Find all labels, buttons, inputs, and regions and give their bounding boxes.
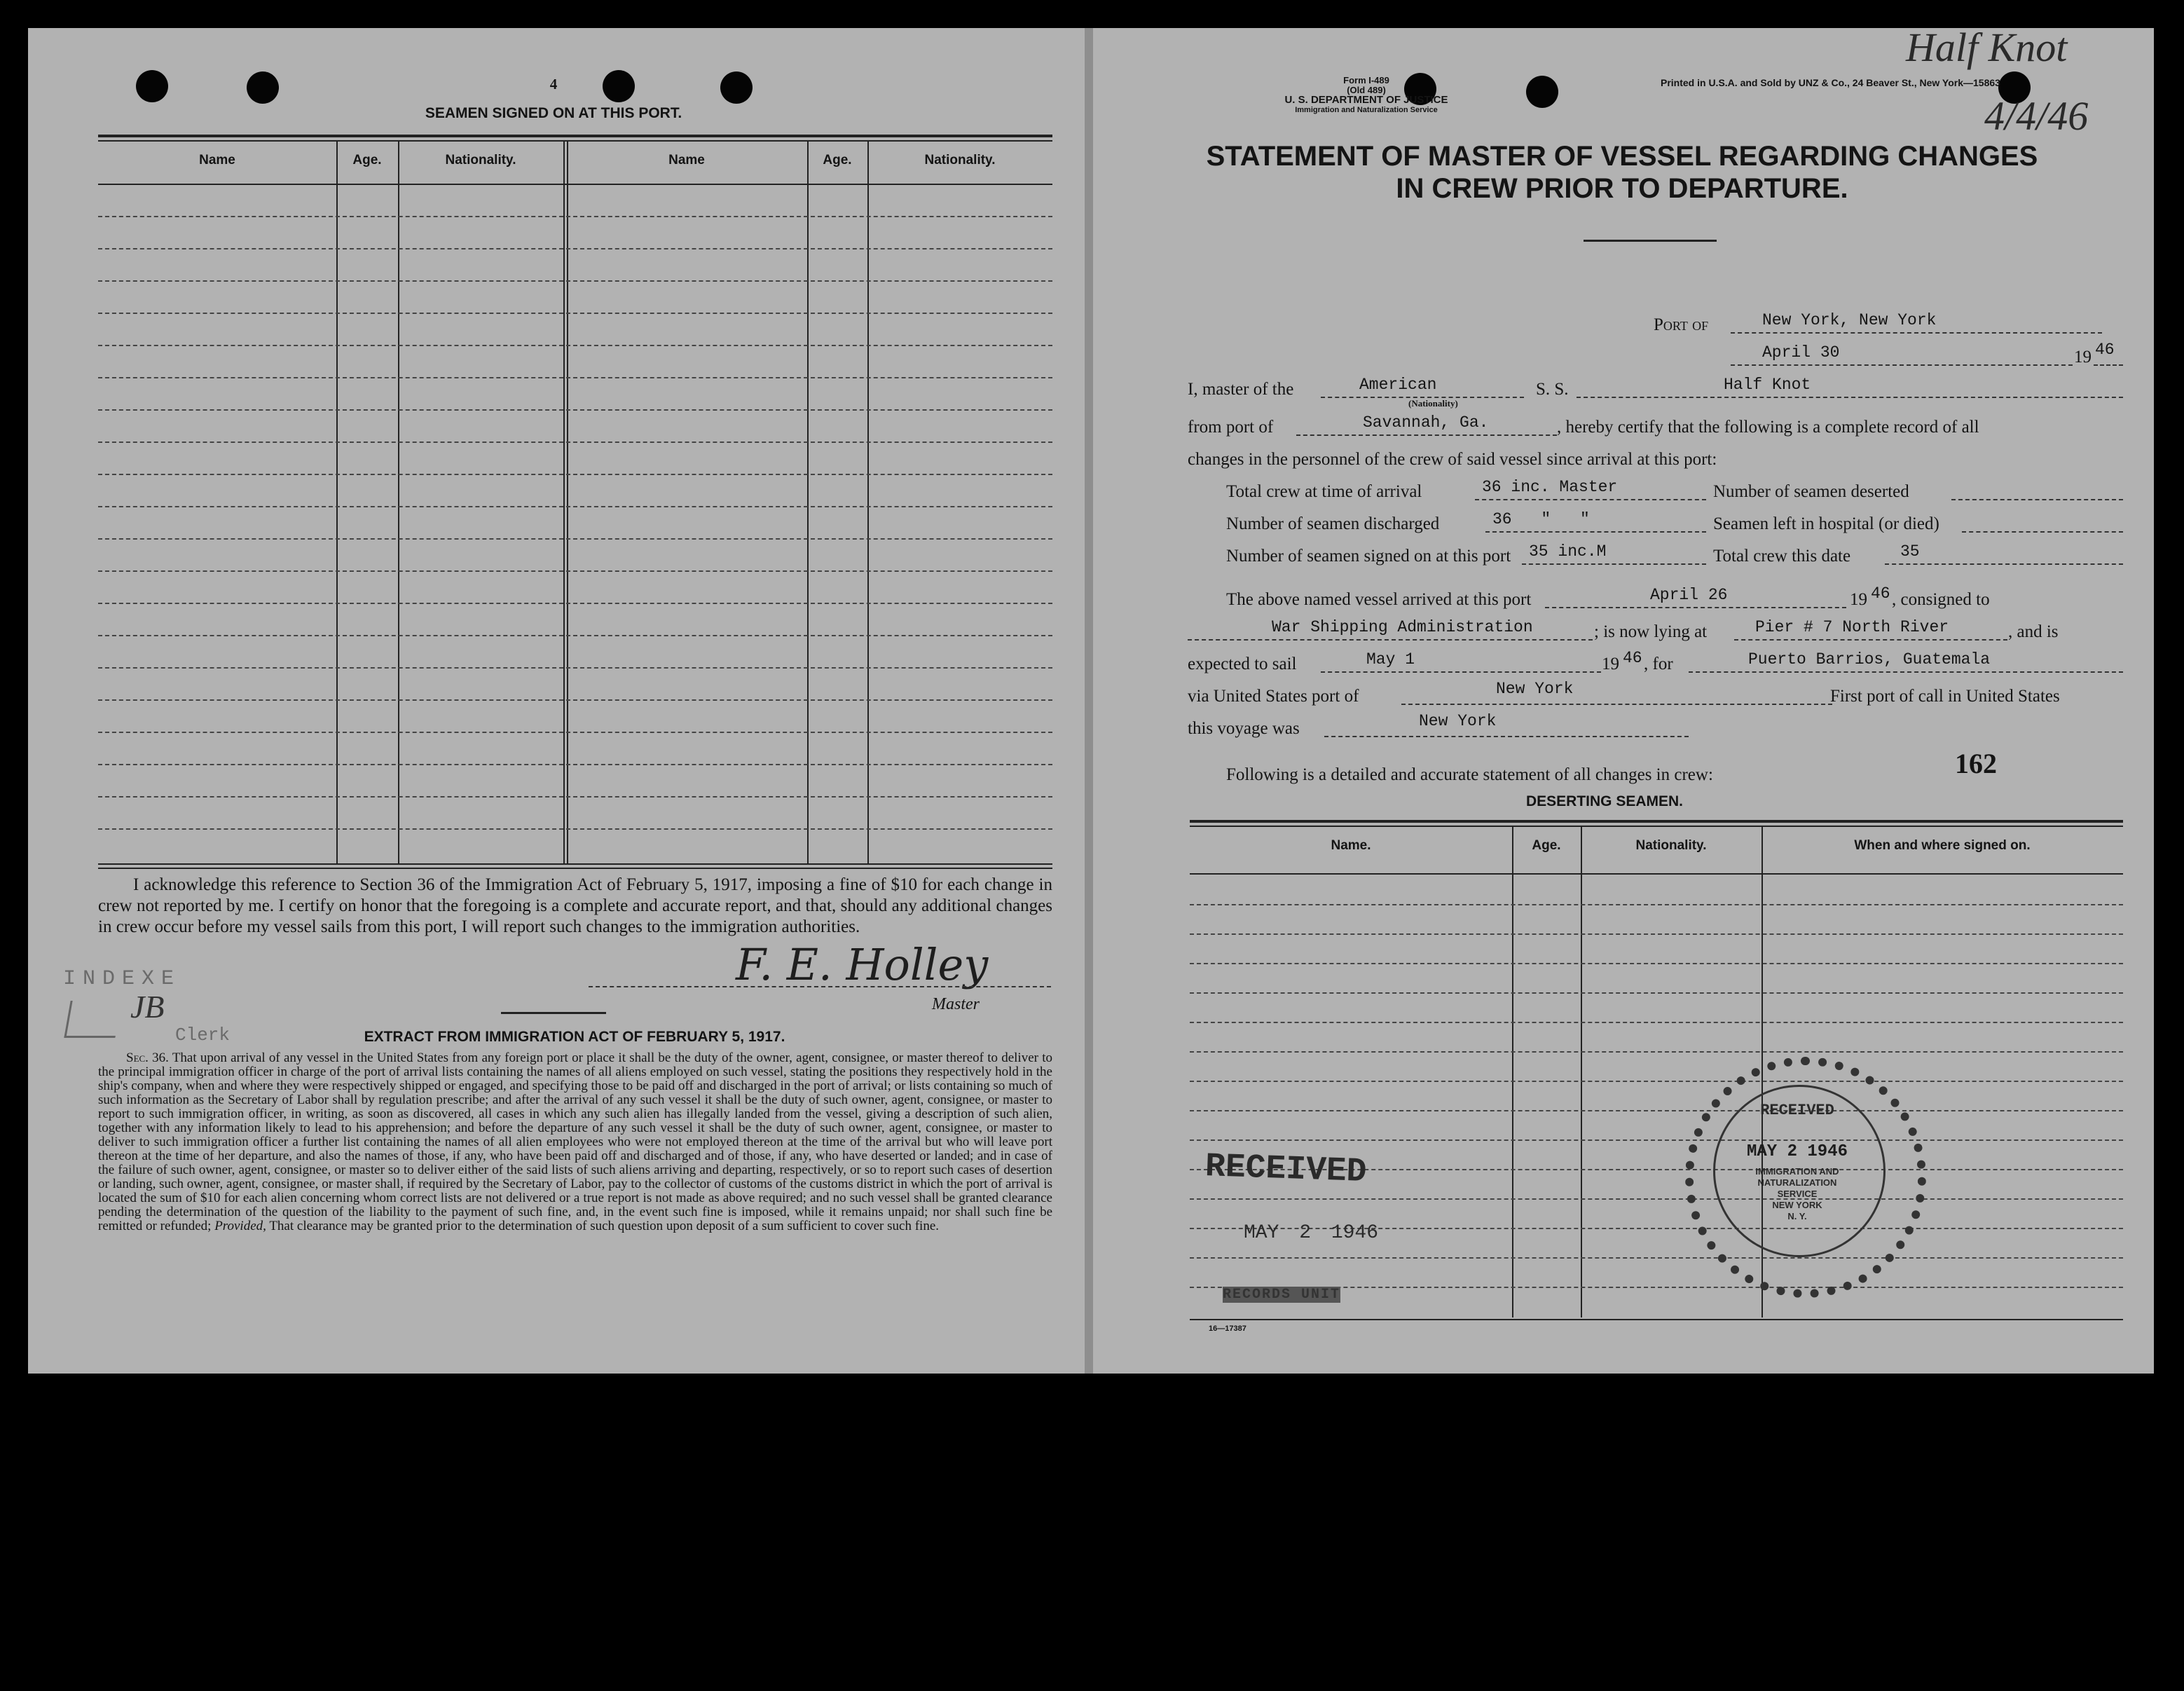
round-stamp-line: IMMIGRATION AND [1755,1166,1839,1177]
table-row [98,699,1052,701]
total-crew-field-line [1475,499,1706,500]
title-line-2: IN CREW PRIOR TO DEPARTURE. [1396,173,1848,204]
ss-label: S. S. [1536,380,1569,399]
total-date-label: Total crew this date [1713,547,1851,566]
punch-hole [720,71,753,104]
port-field-line [1731,332,2102,334]
extract-section: Sec. 36. [126,1050,169,1065]
for-label: , for [1644,655,1673,673]
certify-text: , hereby certify that the following is a complete record of all [1557,418,1979,437]
table-row [98,538,1052,540]
arrived-year-value: 46 [1871,584,1890,603]
section-title: SEAMEN SIGNED ON AT THIS PORT. [425,105,682,121]
round-stamp-line: N. Y. [1787,1211,1807,1221]
table-row [1190,933,2123,935]
column-rule [563,142,565,863]
scanned-document [28,25,2154,1374]
destination-field-line [1689,671,2123,673]
voyage-value: New York [1419,712,1497,730]
table-row [98,732,1052,733]
table-row [98,216,1052,217]
hospital-label: Seamen left in hospital (or died) [1713,514,1939,533]
via-value: New York [1496,680,1574,698]
deserted-label: Number of seamen deserted [1713,482,1909,501]
from-port-field-line [1296,434,1557,436]
arrived-field-line [1545,607,1846,608]
punch-hole [247,71,279,104]
date-value: April 30 [1762,343,1840,362]
port-value: New York, New York [1762,311,1937,329]
table-top-rule [98,140,1052,142]
voyage-field-line [1324,736,1689,737]
arrived-value: April 26 [1650,586,1728,604]
sail-year-prefix: 19 [1602,655,1619,673]
table-row [98,441,1052,443]
column-rule [1512,827,1513,1317]
table-row [98,409,1052,411]
form-footer: 16—17387 [1209,1324,1246,1333]
table-row [1190,904,2123,905]
year-field-line [2094,364,2123,366]
handwritten-vessel-name: Half Knot [1906,25,2068,70]
deserting-table-header-rule [1190,873,2123,875]
table-top-rule [98,135,1052,137]
voyage-label: this voyage was [1188,719,1300,738]
indexed-stamp: INDEXE [63,967,181,991]
table-row [98,764,1052,765]
col-nationality: Nationality. [445,153,516,167]
round-stamp-line: NEW YORK [1772,1200,1822,1210]
table-row [98,506,1052,507]
clerk-stamp: Clerk [175,1025,231,1046]
via-field-line [1401,704,1832,705]
vessel-field-line [1577,397,2123,398]
hospital-field-line [1962,531,2123,533]
table-row [1190,1081,2123,1082]
handwritten-date: 4/4/46 [1984,93,2089,139]
extract-title: EXTRACT FROM IMMIGRATION ACT OF FEBRUARY 5, 1917. [364,1029,785,1045]
form-number: Form I-489 [1343,75,1389,85]
table-header-rule [98,184,1052,185]
col-nationality: Nationality. [924,153,996,167]
sail-value: May 1 [1366,650,1415,669]
round-stamp-line: SERVICE [1777,1189,1818,1199]
col-name: Name [668,153,705,167]
column-rule [867,142,869,863]
title-rule [1584,240,1717,242]
col-signed-on: When and where signed on. [1854,838,2031,853]
arrived-label: The above named vessel arrived at this port [1226,590,1532,609]
punch-hole [1526,76,1558,108]
extract-proviso: That clearance may be granted prior to the determination of such question upon deposit of a sum sufficient to cover such fine. [269,1219,939,1233]
consignee-field-line [1188,639,1593,641]
from-port-value: Savannah, Ga. [1363,413,1489,432]
table-row [98,313,1052,314]
signed-on-field-line [1522,563,1706,565]
round-stamp-date: MAY 2 1946 [1746,1142,1848,1161]
table-row [98,667,1052,669]
from-port-label: from port of [1188,418,1274,437]
signed-on-value: 35 inc.M [1529,542,1607,561]
department: U. S. DEPARTMENT OF JUSTICE [1284,94,1448,106]
deserting-table-bottom [1190,1319,2123,1320]
table-row [98,345,1052,346]
arrived-year-prefix: 19 [1850,590,1867,609]
table-row [1190,1139,2123,1141]
changes-text: changes in the personnel of the crew of said vessel since arrival at this port: [1188,450,1717,469]
table-row [98,248,1052,249]
consignee-value: War Shipping Administration [1272,618,1533,636]
page-gutter [1085,28,1093,1374]
punch-hole [136,70,168,102]
vessel-value: Half Knot [1724,376,1811,394]
round-stamp-text [1724,1166,1871,1222]
right-page [1093,25,2154,1374]
master-of-label: I, master of the [1188,380,1294,399]
table-row [1190,1051,2123,1053]
year-value: 46 [2095,341,2115,359]
table-row [98,603,1052,604]
table-row [1190,1198,2123,1200]
col-name: Name [199,153,235,167]
sail-field-line [1321,671,1601,673]
signed-on-label: Number of seamen signed on at this port [1226,547,1511,566]
year-prefix: 19 [2074,348,2092,367]
expected-label: expected to sail [1188,655,1297,673]
deserting-title: DESERTING SEAMEN. [1525,793,1684,809]
printer-line: Printed in U.S.A. and Sold by UNZ & Co., 24 Beaver St., New York—15863 [1661,77,2000,88]
col-age: Age. [1532,838,1561,853]
port-label: Port of [1654,315,1709,334]
col-age: Age. [352,153,382,167]
title-line-1: STATEMENT OF MASTER OF VESSEL REGARDING CHANGES [1206,141,2038,172]
col-nationality: Nationality. [1635,838,1707,853]
service: Immigration and Naturalization Service [1295,106,1438,114]
master-signature: F. E. Holley [736,939,989,990]
round-stamp-top: RECEIVED [1760,1102,1834,1119]
master-label: Master [932,995,980,1013]
table-row [98,570,1052,572]
and-is-label: , and is [2008,622,2059,641]
stamp-number: 162 [1955,748,1997,779]
destination-value: Puerto Barrios, Guatemala [1748,650,1991,669]
column-rule [398,142,399,863]
discharged-field-line [1485,531,1706,533]
extract-body [98,1051,1052,1233]
total-crew-value: 36 inc. Master [1482,478,1618,496]
table-row [98,280,1052,282]
discharged-value: 36 " " [1492,510,1590,528]
divider-rule [501,1012,606,1014]
extract-proviso-word: Provided, [214,1219,266,1233]
table-row [98,828,1052,830]
table-row [1190,992,2123,994]
first-port-label: First port of call in United States [1830,687,2060,706]
form-header [1275,76,1457,115]
nationality-caption: (Nationality) [1408,398,1458,409]
column-rule [336,142,338,863]
table-row [98,474,1052,475]
lying-value: Pier # 7 North River [1755,618,1949,636]
via-label: via United States port of [1188,687,1359,706]
page-title [1149,140,2095,205]
form-old: (Old 489) [1347,85,1386,95]
column-rule [807,142,809,863]
date-field-line [1731,364,2073,366]
extract-text: That upon arrival of any vessel in the United States from any foreign port or place it shall be the duty of the owner, agent, consignee, or master thereof to deliver to the principal immigration officer in charge of the port of arrival lists containing the names of all aliens employed on such vessel, stating the positions they respectively hold in the ship's company, when and where they were respectively shipped or engaged, and specifying those to be paid off and discharged in the port of arrival; or lists containing so much of such information as the Secretary of Labor shall by regulation prescribe; and after the arrival of any such vessel it shall be the duty of such owner, agent, consignee, or master to report to such immigration officer, in writing, as soon as discovered, all cases in which any such alien has illegally landed from the vessel, giving a description of such alien, together with any information likely to lead to his apprehension; and before the departure of any such vessel it shall be the duty of such owner, agent, consignee, or master to deliver to such immigration officer a further list containing the names of all alien employees who were not employed thereon at the time of the arrival but who will leave port thereon at the time of her departure, and also the names of those, if any, who have been paid off and discharged and of those, if any, who have deserted or landed; and in case of the failure of such owner, agent, consignee, or master so to deliver either of the said lists of such aliens arriving and departing, respectively, or so to report such cases of desertion or landing, such owner, agent, consignee, or master shall, if required by the Secretary of Labor, pay to the collector of customs of the customs district in which the port of arrival is located the sum of $10 for each alien concerning whom correct lists are not delivered or a true report is not made as above required; and no such vessel shall be granted clearance pending the determination of the question of the liability to the payment of such fine, and, in the event such fine is imposed, while it remains unpaid; nor shall such fine be remitted or refunded; [98,1050,1052,1233]
initials-mark: JB [130,989,165,1025]
table-row [1190,963,2123,964]
total-date-value: 35 [1900,542,1920,561]
sail-year-value: 46 [1623,649,1642,667]
table-row [98,796,1052,797]
signature-line [589,986,1051,987]
indexed-stamp-box [64,1001,121,1038]
table-bottom-rule [98,868,1052,869]
consigned-label: , consigned to [1892,590,1990,609]
nationality-value: American [1359,376,1437,394]
lying-label: ; is now lying at [1594,622,1708,641]
page-number: 4 [549,76,558,93]
table-row [1190,1110,2123,1111]
table-row [1190,1022,2123,1023]
total-crew-label: Total crew at time of arrival [1226,482,1422,501]
col-name: Name. [1331,838,1371,853]
deserting-table-top [1190,820,2123,823]
deserting-table-top [1190,826,2123,827]
following-label: Following is a detailed and accurate statement of all changes in crew: [1226,765,1713,784]
records-unit-stamp: RECORDS UNIT [1223,1287,1341,1303]
discharged-label: Number of seamen discharged [1226,514,1440,533]
table-row [98,635,1052,636]
received-stamp: RECEIVED [1204,1147,1368,1192]
received-date-stamp: MAY 2 1946 [1244,1222,1379,1244]
column-rule [567,142,568,863]
col-age: Age. [823,153,852,167]
deserted-field-line [1951,499,2123,500]
table-bottom-rule [98,863,1052,865]
left-page [28,28,1085,1374]
certification-text: I acknowledge this reference to Section 36 of the Immigration Act of February 5, 1917, imposing a fine of $10 for each change in crew not reported by me. I certify on honor that the foregoing is a complete and accurate report, and that, should any additional changes in crew occur before my vessel sails from this port, I will report such changes to the immigration authorities. [98,875,1052,936]
total-date-field-line [1885,563,2123,565]
column-rule [1581,827,1582,1317]
table-row [1190,1257,2123,1259]
lying-field-line [1734,639,2007,641]
table-row [98,377,1052,378]
punch-hole [603,70,635,102]
round-stamp-line: NATURALIZATION [1757,1177,1837,1188]
